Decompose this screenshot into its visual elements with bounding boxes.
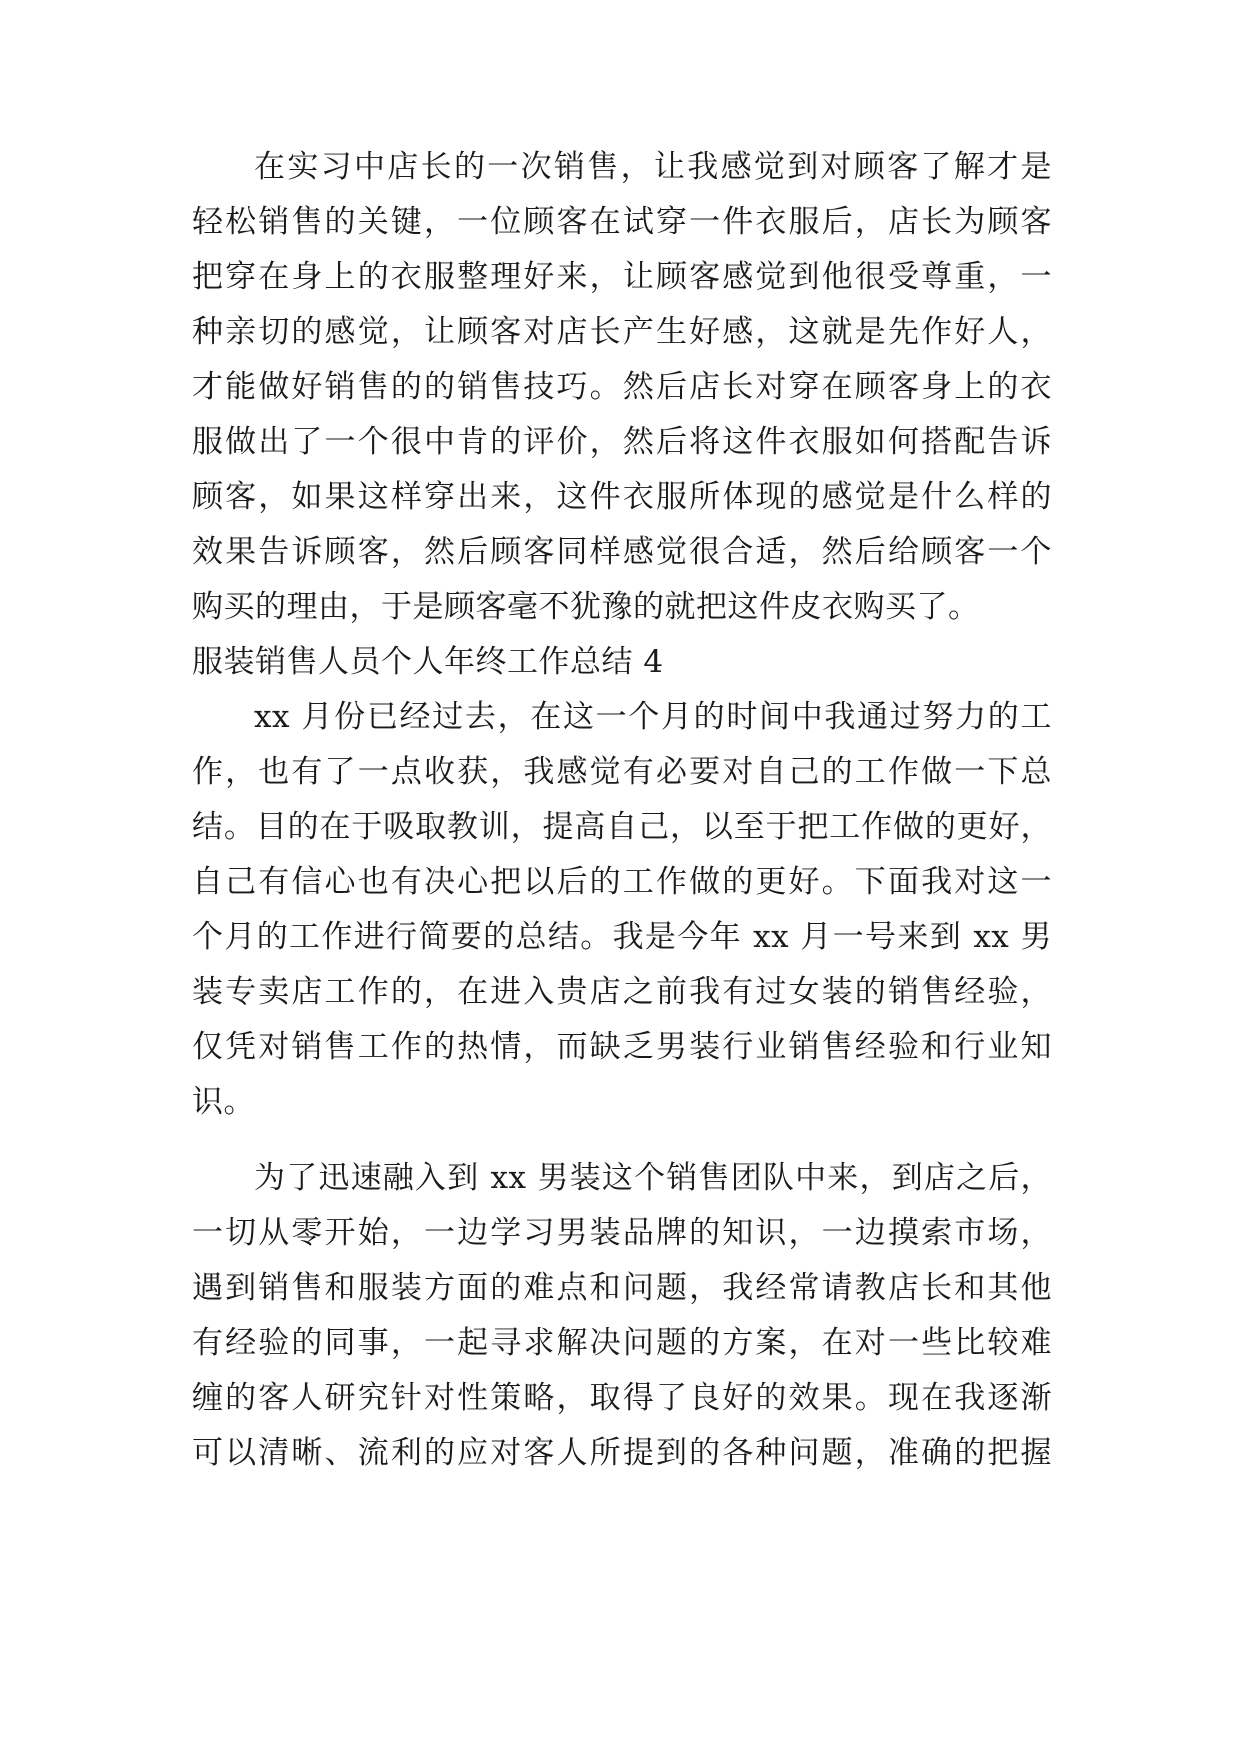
paragraph-line: 缠的客人研究针对性策略，取得了良好的效果。现在我逐渐: [192, 1380, 1052, 1416]
paragraph-line: 一切从零开始，一边学习男装品牌的知识，一边摸索市场，: [192, 1215, 1052, 1251]
paragraph-line: 作，也有了一点收获，我感觉有必要对自己的工作做一下总: [192, 754, 1052, 790]
section-heading: 服装销售人员个人年终工作总结 4: [192, 644, 664, 680]
paragraph-line: 遇到销售和服装方面的难点和问题，我经常请教店长和其他: [192, 1270, 1052, 1306]
paragraph-line: 才能做好销售的的销售技巧。然后店长对穿在顾客身上的衣: [192, 369, 1052, 405]
paragraph-line: 结。目的在于吸取教训，提高自己，以至于把工作做的更好，: [192, 809, 1052, 845]
paragraph-line: 装专卖店工作的，在进入贵店之前我有过女装的销售经验，: [192, 974, 1052, 1010]
paragraph-line: 有经验的同事，一起寻求解决问题的方案，在对一些比较难: [192, 1325, 1052, 1361]
paragraph-line: 种亲切的感觉，让顾客对店长产生好感，这就是先作好人，: [192, 314, 1052, 350]
paragraph-line: xx 月份已经过去，在这一个月的时间中我通过努力的工: [254, 699, 1052, 735]
paragraph-line: 把穿在身上的衣服整理好来，让顾客感觉到他很受尊重，一: [192, 259, 1052, 295]
paragraph-line: 仅凭对销售工作的热情，而缺乏男装行业销售经验和行业知: [192, 1029, 1052, 1065]
paragraph-line: 顾客，如果这样穿出来，这件衣服所体现的感觉是什么样的: [192, 479, 1052, 515]
paragraph-line: 个月的工作进行简要的总结。我是今年 xx 月一号来到 xx 男: [192, 919, 1052, 955]
paragraph-line: 识。: [192, 1084, 255, 1120]
paragraph-line: 轻松销售的关键，一位顾客在试穿一件衣服后，店长为顾客: [192, 204, 1052, 240]
paragraph-line: 为了迅速融入到 xx 男装这个销售团队中来，到店之后，: [254, 1160, 1052, 1196]
paragraph-line: 服做出了一个很中肯的评价，然后将这件衣服如何搭配告诉: [192, 424, 1052, 460]
paragraph-line: 自己有信心也有决心把以后的工作做的更好。下面我对这一: [192, 864, 1052, 900]
paragraph-line: 效果告诉顾客，然后顾客同样感觉很合适，然后给顾客一个: [192, 534, 1052, 570]
paragraph-line: 购买的理由，于是顾客毫不犹豫的就把这件皮衣购买了。: [192, 589, 980, 625]
paragraph-line: 可以清晰、流利的应对客人所提到的各种问题，准确的把握: [192, 1435, 1052, 1471]
paragraph-line: 在实习中店长的一次销售，让我感觉到对顾客了解才是: [254, 149, 1052, 185]
